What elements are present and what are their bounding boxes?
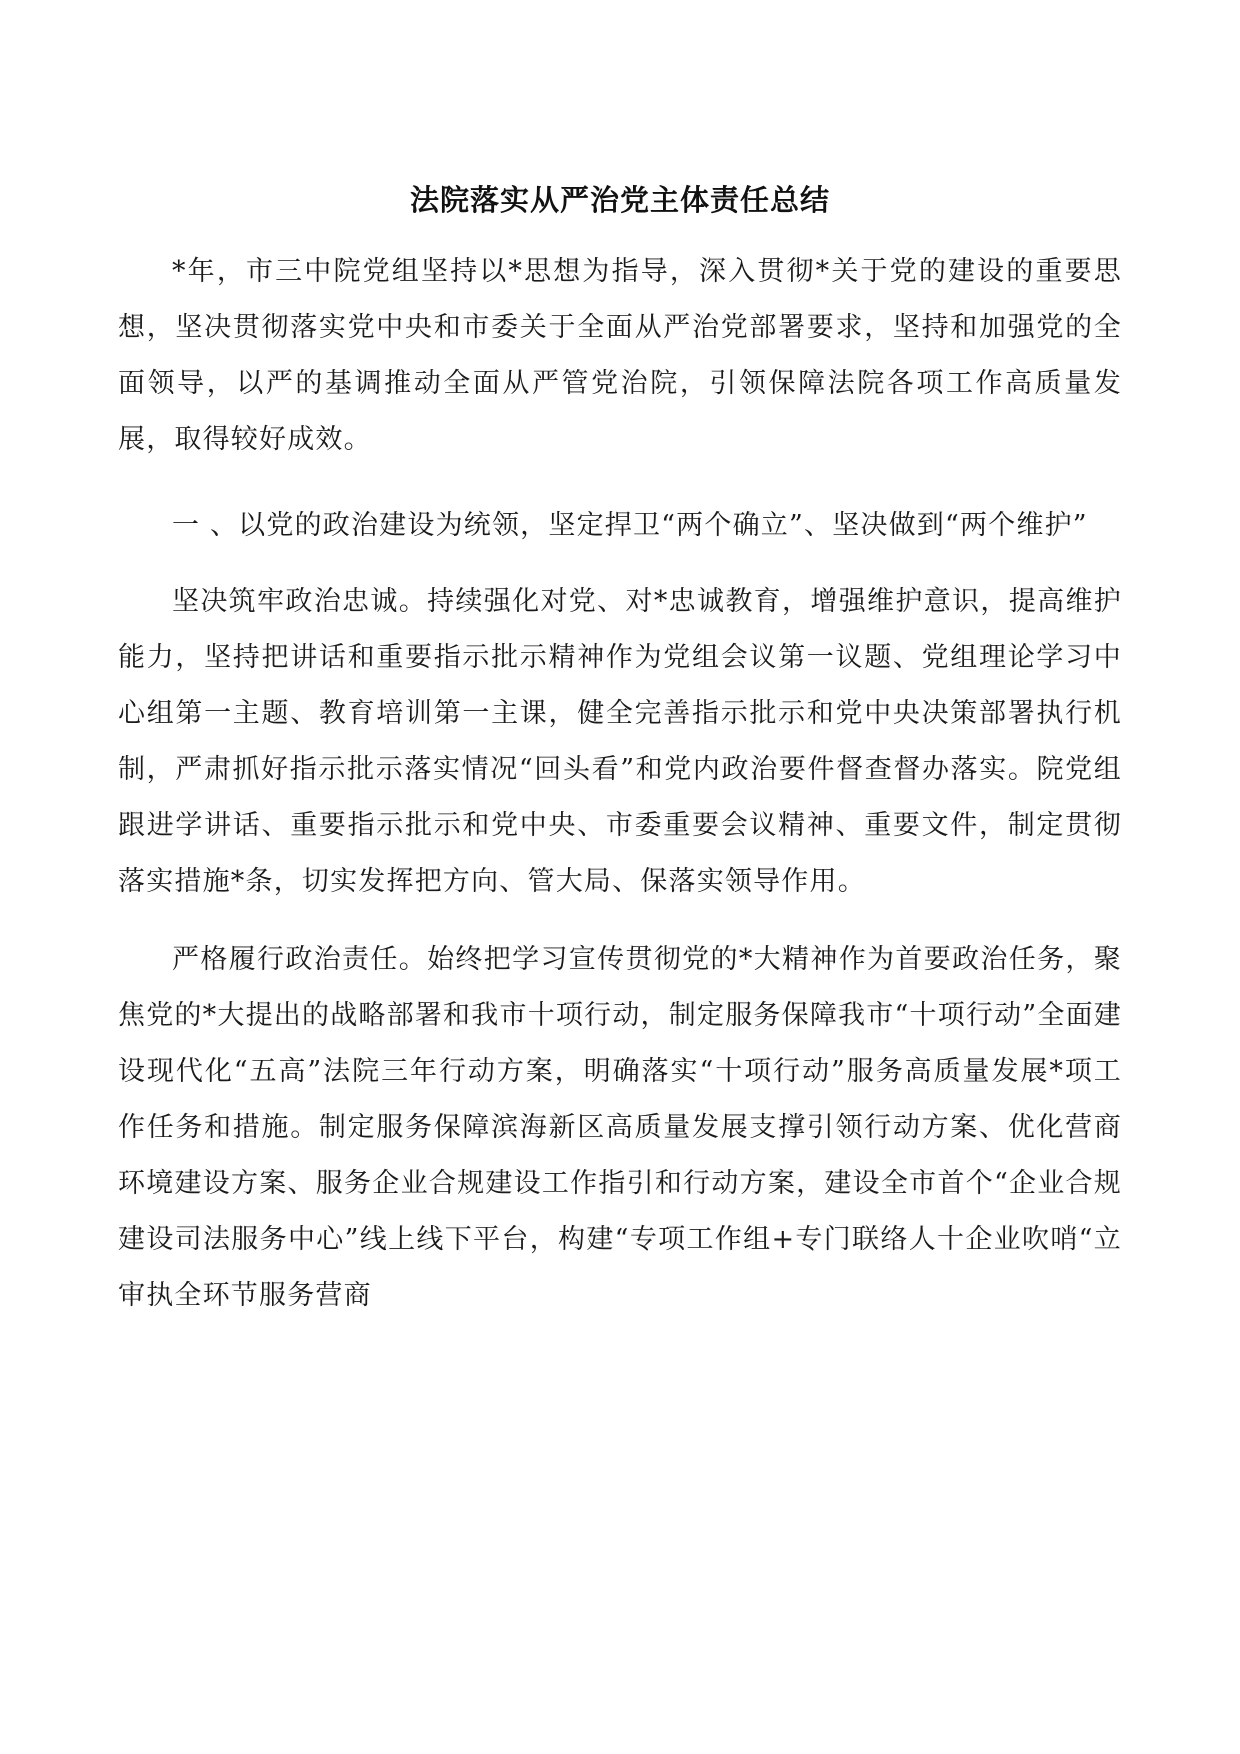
paragraph-political-loyalty: 坚决筑牢政治忠诚。持续强化对党、对*忠诚教育，增强维护意识，提高维护能力，坚持把讲话和重要指示批示精神作为党组会议第一议题、党组理论学习中心组第一主题、教育培训第一主课，健全完善指示批示和党中央决策部署执行机制，严肃抓好指示批示落实情况“回头看”和党内政治要件督查督办落实。院党组跟进学讲话、重要指示批示和党中央、市委重要会议精神、重要文件，制定贯彻落实措施*条，切实发挥把方向、管大局、保落实领导作用。 bbox=[118, 586, 1122, 897]
section-heading-1: 一 、以党的政治建设为统领，坚定捍卫“两个确立”、坚决做到“两个维护” bbox=[172, 510, 1088, 541]
paragraph-political-responsibility: 严格履行政治责任。始终把学习宣传贯彻党的*大精神作为首要政治任务，聚焦党的*大提出的战略部署和我市十项行动，制定服务保障我市“十项行动”全面建设现代化“五高”法院三年行动方案，明确落实“十项行动”服务高质量发展*项工作任务和措施。制定服务保障滨海新区高质量发展支撑引领行动方案、优化营商环境建设方案、服务企业合规建设工作指引和行动方案，建设全市首个“企业合规建设司法服务中心”线上线下平台，构建“专项工作组+专门联络人十企业吹哨“立审执全环节服务营商 bbox=[118, 944, 1122, 1311]
document-body bbox=[118, 244, 1122, 1324]
paragraph-intro: *年，市三中院党组坚持以*思想为指导，深入贯彻*关于党的建设的重要思想，坚决贯彻落实党中央和市委关于全面从严治党部署要求，坚持和加强党的全面领导，以严的基调推动全面从严管党治院，引领保障法院各项工作高质量发展，取得较好成效。 bbox=[118, 256, 1122, 455]
document-title: 法院落实从严治党主体责任总结 bbox=[409, 183, 830, 217]
